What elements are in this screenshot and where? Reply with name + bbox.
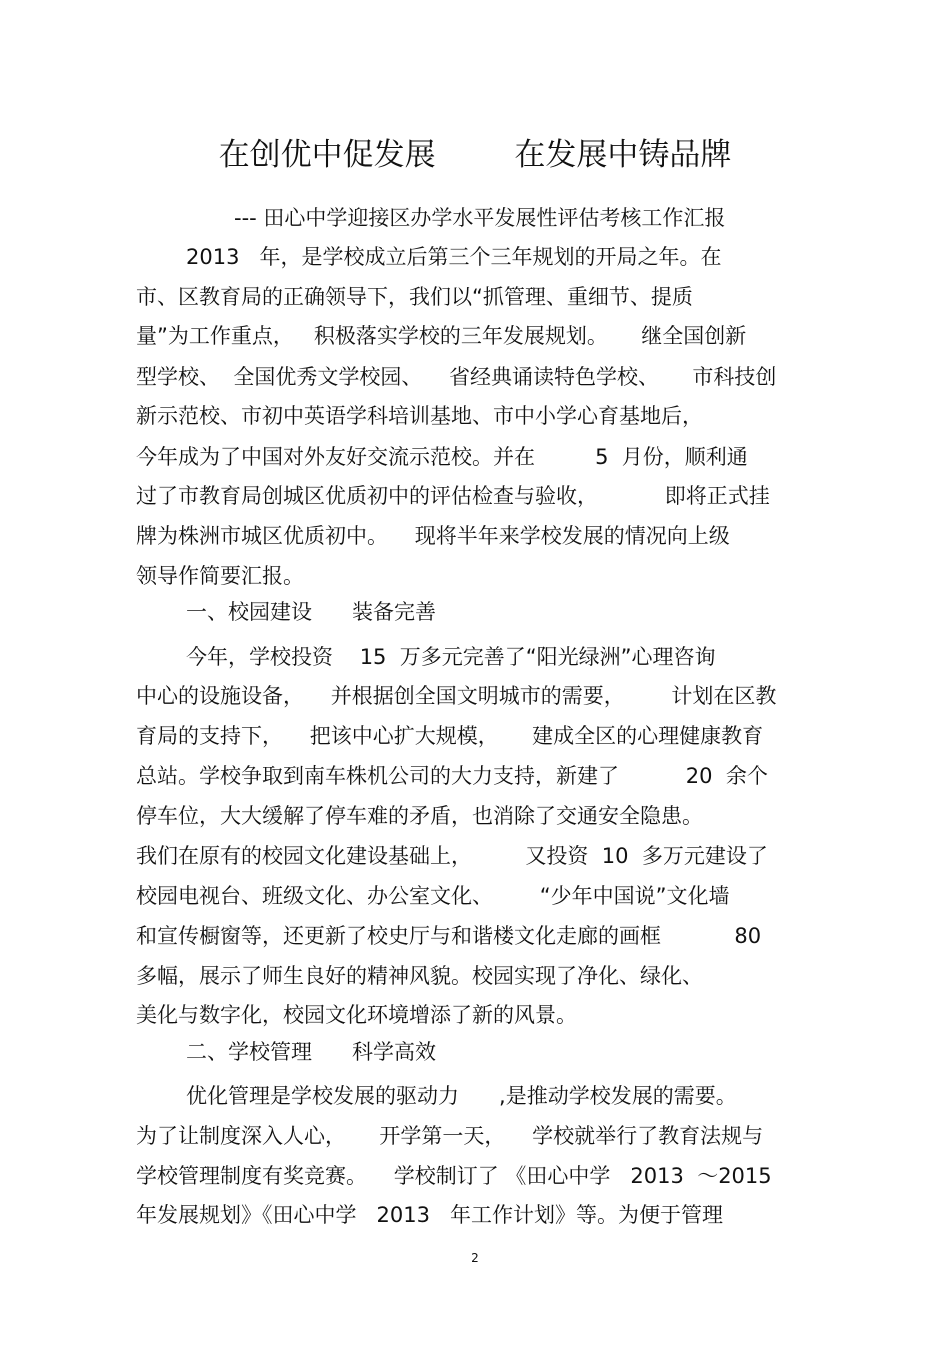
paragraph-line: 过了市教育局创城区优质初中的评估检查与验收， 即将正式挂 bbox=[136, 484, 770, 508]
section-heading: 二、学校管理 科学高效 bbox=[186, 1040, 437, 1064]
paragraph-line: 多幅，展示了师生良好的精神风貌。校园实现了净化、绿化、 bbox=[136, 964, 703, 988]
paragraph-line: 年发展规划》《田心中学 2013 年工作计划》等。为便于管理 bbox=[136, 1203, 723, 1227]
paragraph-line: 领导作简要汇报。 bbox=[136, 564, 304, 588]
document-title: 在创优中促发展 在发展中铸品牌 bbox=[218, 137, 732, 173]
paragraph-line: 中心的设施设备， 并根据创全国文明城市的需要， 计划在区教 bbox=[136, 684, 777, 708]
paragraph-line: 牌为株洲市城区优质初中。 现将半年来学校发展的情况向上级 bbox=[136, 524, 730, 548]
section-heading: 一、校园建设 装备完善 bbox=[186, 600, 437, 624]
paragraph-line: 停车位，大大缓解了停车难的矛盾，也消除了交通安全隐患。 bbox=[136, 804, 703, 828]
paragraph-line: 市、区教育局的正确领导下，我们以“抓管理、重细节、提质 bbox=[136, 285, 693, 309]
paragraph-line: 优化管理是学校发展的驱动力 ,是推动学校发展的需要。 bbox=[186, 1084, 737, 1108]
paragraph-line: 美化与数字化，校园文化环境增添了新的风景。 bbox=[136, 1003, 577, 1027]
paragraph-line: 型学校、 全国优秀文学校园、 省经典诵读特色学校、 市科技创 bbox=[136, 365, 777, 389]
paragraph-line: 育局的支持下， 把该中心扩大规模， 建成全区的心理健康教育 bbox=[136, 724, 764, 748]
paragraph-line: 2013 年，是学校成立后第三个三年规划的开局之年。在 bbox=[186, 245, 722, 269]
paragraph-line: 今年成为了中国对外友好交流示范校。并在 5 月份，顺利通 bbox=[136, 445, 748, 469]
paragraph-line: 学校管理制度有奖竞赛。 学校制订了 《田心中学 2013 ～2015 bbox=[136, 1164, 772, 1188]
page-number: 2 bbox=[471, 1251, 479, 1265]
paragraph-line: 今年，学校投资 15 万多元完善了“阳光绿洲”心理咨询 bbox=[186, 645, 716, 669]
paragraph-line: 校园电视台、班级文化、办公室文化、 “少年中国说”文化墙 bbox=[136, 884, 730, 908]
paragraph-line: 新示范校、市初中英语学科培训基地、市中小学心育基地后， bbox=[136, 404, 703, 428]
paragraph-line: 总站。学校争取到南车株机公司的大力支持，新建了 20 余个 bbox=[136, 764, 768, 788]
paragraph-line: 量”为工作重点， 积极落实学校的三年发展规划。 继全国创新 bbox=[136, 324, 747, 348]
paragraph-line: 为了让制度深入人心， 开学第一天， 学校就举行了教育法规与 bbox=[136, 1124, 764, 1148]
document-subtitle: --- 田心中学迎接区办学水平发展性评估考核工作汇报 bbox=[234, 206, 726, 230]
paragraph-line: 我们在原有的校园文化建设基础上， 又投资 10 多万元建设了 bbox=[136, 844, 768, 868]
paragraph-line: 和宣传橱窗等，还更新了校史厅与和谐楼文化走廊的画框 80 bbox=[136, 924, 762, 948]
